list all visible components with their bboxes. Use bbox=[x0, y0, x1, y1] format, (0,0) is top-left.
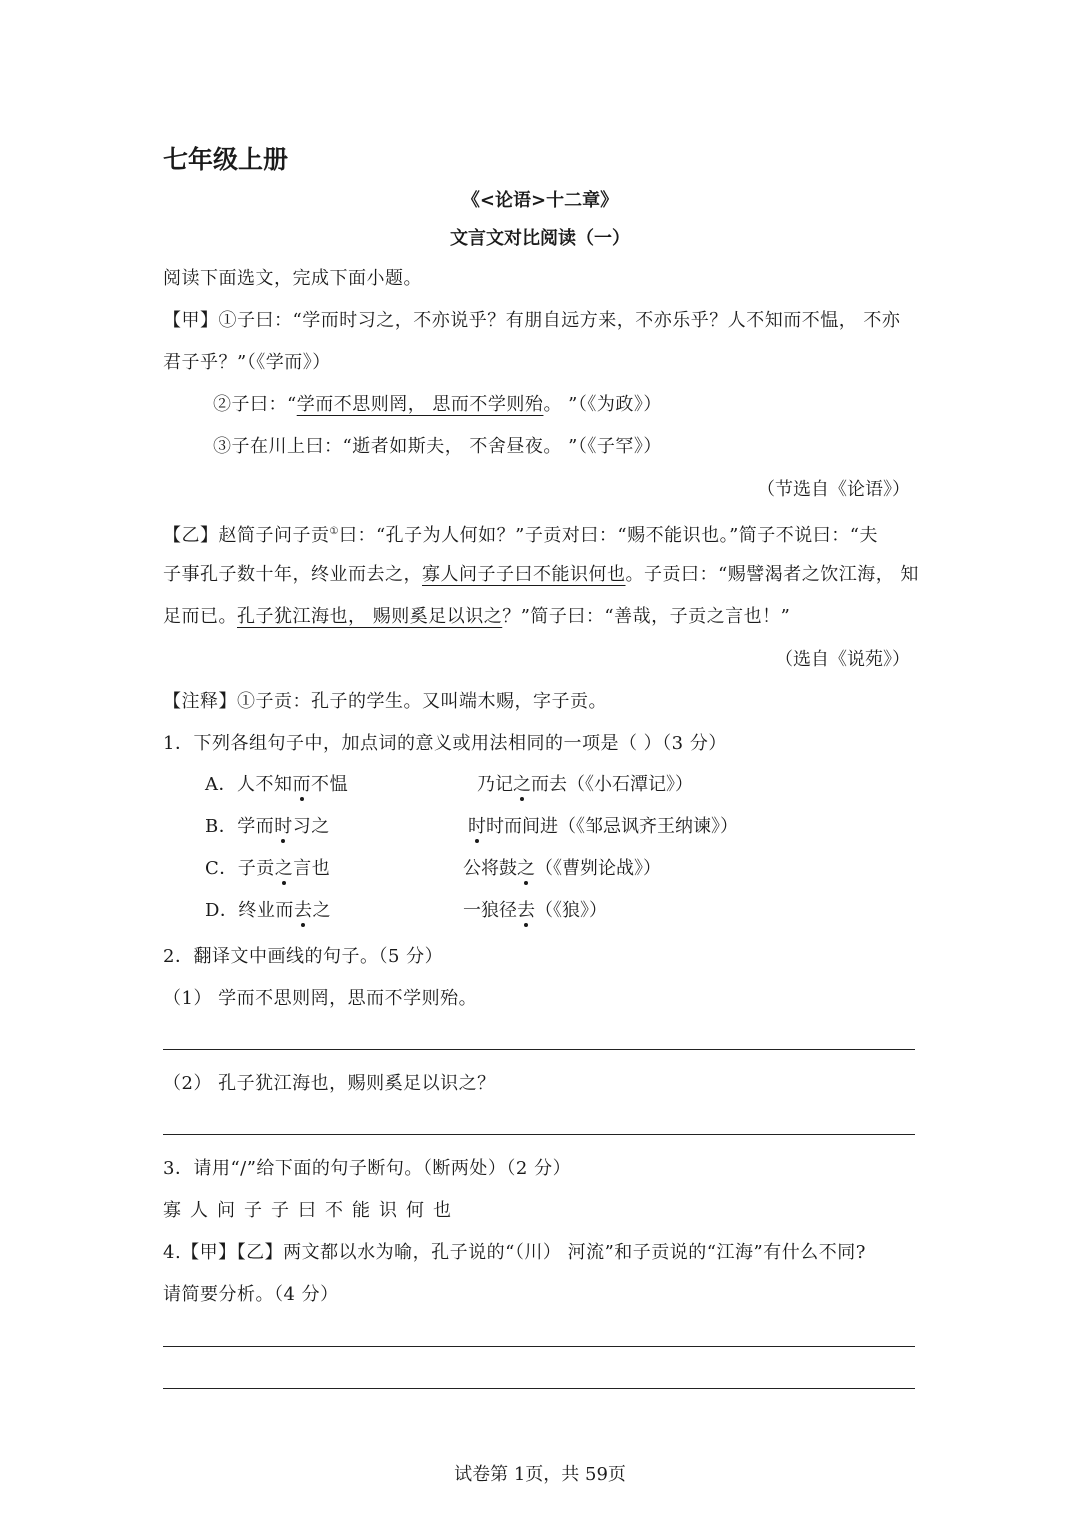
passage-yi-line-2 bbox=[163, 562, 919, 588]
question-2-sub-1: （1） 学而不思则罔，思而不学则殆。 bbox=[163, 988, 478, 1009]
dotted-word: 时 bbox=[274, 816, 293, 837]
item-2-underlined: 学而不思则罔， 思而不学则殆 bbox=[296, 394, 544, 415]
yi-line-3-prefix: 足而已。 bbox=[163, 606, 237, 627]
yi-line-3-underlined: 孔子犹江海也， 赐则奚足以识之 bbox=[237, 606, 503, 627]
option-text: 时而间进（《邹忌讽齐王纳谏》） bbox=[486, 816, 738, 837]
question-2-stem: 2．翻译文中画线的句子。（5 分） bbox=[163, 946, 444, 967]
option-c-left bbox=[205, 856, 330, 882]
dotted-word: 去 bbox=[293, 900, 313, 921]
instructions: 阅读下面选文，完成下面小题。 bbox=[163, 268, 422, 289]
passage-jia-line-1: 【甲】①子曰：“学而时习之，不亦说乎？有朋自远方来，不亦乐乎？人不知而不愠， 不亦 bbox=[163, 310, 901, 331]
option-text: 乃记 bbox=[477, 774, 513, 795]
option-text: 言也 bbox=[293, 858, 331, 879]
question-4-line-1: 4.【甲】【乙】两文都以水为喻，孔子说的“（川） 河流”和子贡说的“江海”有什么不同? bbox=[163, 1242, 866, 1263]
chapter-title: 《<论语>十二章》 bbox=[461, 190, 619, 211]
passage-jia-source: （节选自《论语》） bbox=[757, 479, 910, 500]
option-text: 之 bbox=[312, 900, 331, 921]
option-text: （《曹刿论战》） bbox=[535, 858, 661, 879]
dotted-word: 时 bbox=[468, 816, 486, 837]
passage-yi-source: （选自《说苑》） bbox=[775, 649, 910, 670]
dotted-word: 而 bbox=[292, 774, 311, 795]
yi-line-2-underlined: 寡人问子子曰不能识何也 bbox=[422, 564, 626, 585]
question-1-stem: 1．下列各组句子中，加点词的意义或用法相同的一项是（ ）（3 分） bbox=[163, 733, 727, 754]
option-text: 而去（《小石潭记》） bbox=[531, 774, 693, 795]
answer-line-q4-2[interactable] bbox=[163, 1388, 915, 1389]
yi-line-2-prefix: 子事孔子数十年，终业而去之， bbox=[163, 564, 422, 585]
footnote-marker: ① bbox=[329, 526, 339, 537]
dotted-word: 之 bbox=[513, 774, 531, 795]
option-text: （《狼》） bbox=[535, 900, 607, 921]
dotted-word: 去 bbox=[517, 900, 535, 921]
passage-yi-line-3 bbox=[163, 604, 790, 630]
question-3-stem: 3．请用“/”给下面的句子断句。（断两处）（2 分） bbox=[163, 1158, 572, 1179]
section-title: 文言文对比阅读（一） bbox=[450, 228, 630, 249]
dotted-word: 之 bbox=[517, 858, 535, 879]
option-text: A．人不知 bbox=[205, 774, 293, 795]
yi-line-2-suffix: 。子贡曰：“赐譬渴者之饮江海， 知 bbox=[625, 564, 919, 585]
answer-line-q4-1[interactable] bbox=[163, 1346, 915, 1347]
option-c-right bbox=[463, 856, 661, 882]
option-text: B．学而 bbox=[205, 816, 275, 837]
option-a-right bbox=[477, 772, 693, 798]
answer-line-q2-2[interactable] bbox=[163, 1134, 915, 1135]
option-text: D．终业而 bbox=[205, 900, 294, 921]
option-d-left bbox=[205, 898, 331, 924]
dotted-word: 之 bbox=[274, 858, 294, 879]
option-text: 习之 bbox=[292, 816, 330, 837]
yi-line-1-suffix: 曰：“孔子为人何如？”子贡对曰：“赐不能识也。”简子不说曰：“夫 bbox=[338, 525, 878, 546]
option-text: C．子贡 bbox=[205, 858, 275, 879]
item-2-prefix: ②子曰：“ bbox=[213, 394, 297, 415]
option-text: 不愠 bbox=[311, 774, 348, 795]
question-3-sentence: 寡人问子子曰不能识何也 bbox=[163, 1200, 460, 1221]
question-4-line-2: 请简要分析。（4 分） bbox=[163, 1284, 339, 1305]
item-2-suffix: 。 ”（《为政》） bbox=[543, 394, 662, 415]
passage-jia-item-3: ③子在川上曰：“逝者如斯夫， 不舍昼夜。 ”（《子罕》） bbox=[213, 436, 662, 457]
option-a-left bbox=[205, 772, 348, 798]
passage-jia-item-2 bbox=[213, 392, 662, 418]
yi-line-3-suffix: ？”简子曰：“善哉，子贡之言也！” bbox=[502, 606, 791, 627]
passage-jia-line-2: 君子乎？”（《学而》） bbox=[163, 352, 331, 373]
question-2-sub-2: （2） 孔子犹江海也，赐则奚足以识之？ bbox=[163, 1073, 496, 1094]
answer-line-q2-1[interactable] bbox=[163, 1049, 915, 1050]
option-b-right bbox=[468, 814, 738, 840]
passage-yi-line-1 bbox=[163, 519, 878, 549]
option-text: 公将鼓 bbox=[463, 858, 517, 879]
option-text: 一狼径 bbox=[463, 900, 517, 921]
option-b-left bbox=[205, 814, 330, 840]
option-d-right bbox=[463, 898, 607, 924]
annotation-note: 【注释】①子贡：孔子的学生。又叫端木赐，字子贡。 bbox=[163, 691, 607, 712]
grade-heading: 七年级上册 bbox=[163, 145, 289, 174]
yi-line-1-prefix: 【乙】赵简子问子贡 bbox=[163, 525, 330, 546]
page-footer: 试卷第 1页，共 59页 bbox=[454, 1464, 626, 1485]
